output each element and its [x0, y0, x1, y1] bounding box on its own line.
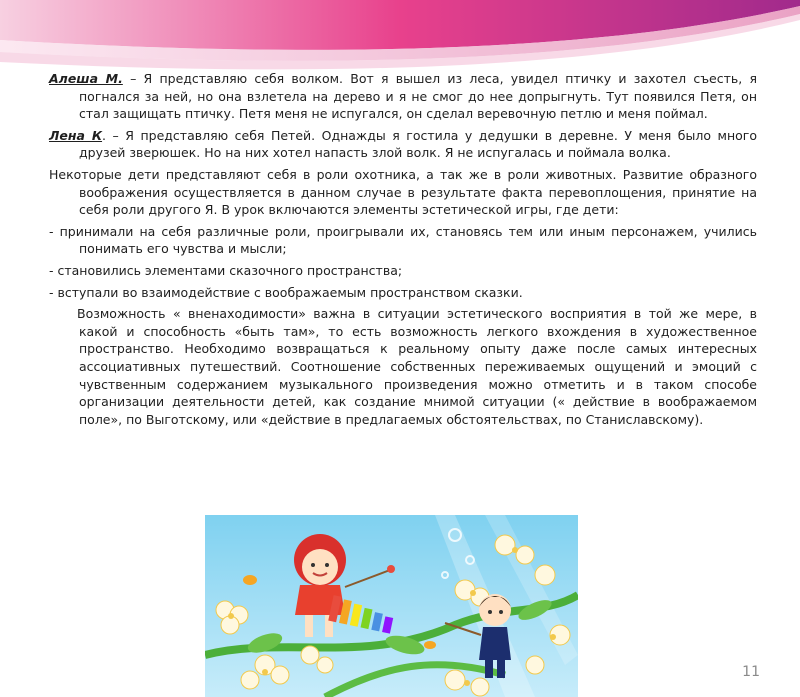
child-name-lena: Лена К	[49, 127, 103, 143]
children-playing-music-illustration	[205, 515, 578, 697]
list-item: - становились элементами сказочного пространства;	[49, 262, 403, 278]
list-item: - вступали во взаимодействие с воображаемым пространством сказки.	[49, 284, 523, 300]
list-item: - принимали на себя различные роли, проигрывали их, становясь тем или иным персонажем, учились понимать его чувства и мысли;	[49, 223, 757, 257]
paragraph-lena	[49, 127, 757, 162]
paragraph-vnenakhodimost: Возможность « вненаходимости» важна в ситуации эстетического восприятия в той же мере, в какой и способность «быть там», то есть возможность легкого вхождения в художественное пространство. Необходимо возвращаться к реальному опыту даже после самых интересных ассоциативных путешествий. Соотношение собственных переживаемых ощущений и эмоций с чувственным содержанием музыкального произведения можно отметить и в таком способе организации деятельности детей, как создание мнимой ситуации (« действие в воображаемом поле», по Выготскому, или «действие в предлагаемых обстоятельствах, по Станиславскому).	[77, 306, 757, 427]
paragraph-roles: Некоторые дети представляют себя в роли охотника, а так же в роли животных. Развитие образного воображения осуществляется в данном случае в результате факта перевоплощения, принятие на себя роли другого Я. В урок включаются элементы эстетической игры, где дети:	[49, 166, 757, 218]
child-name-alesha: Алеша М.	[49, 71, 123, 86]
slide-text	[49, 70, 757, 432]
page-number: 11	[742, 664, 760, 680]
paragraph-alesha	[49, 70, 757, 123]
paragraph-text: . – Я представляю себя Петей. Однажды я гостила у дедушки в деревне. У меня было много друзей зверюшек. Но на них хотел напасть злой волк. Я не испугалась и поймала волка.	[79, 127, 757, 161]
paragraph-text: – Я представляю себя волком. Вот я вышел из леса, увидел птичку и захотел съесть, я погнался за ней, но она взлетела на дерево и я не смог до нее допрыгнуть. Тут появился Петя, он стал защищать птичку. Петя меня не испугался, он сделал веревочную петлю и меня поймал.	[79, 71, 757, 122]
header-ribbon	[0, 0, 800, 80]
